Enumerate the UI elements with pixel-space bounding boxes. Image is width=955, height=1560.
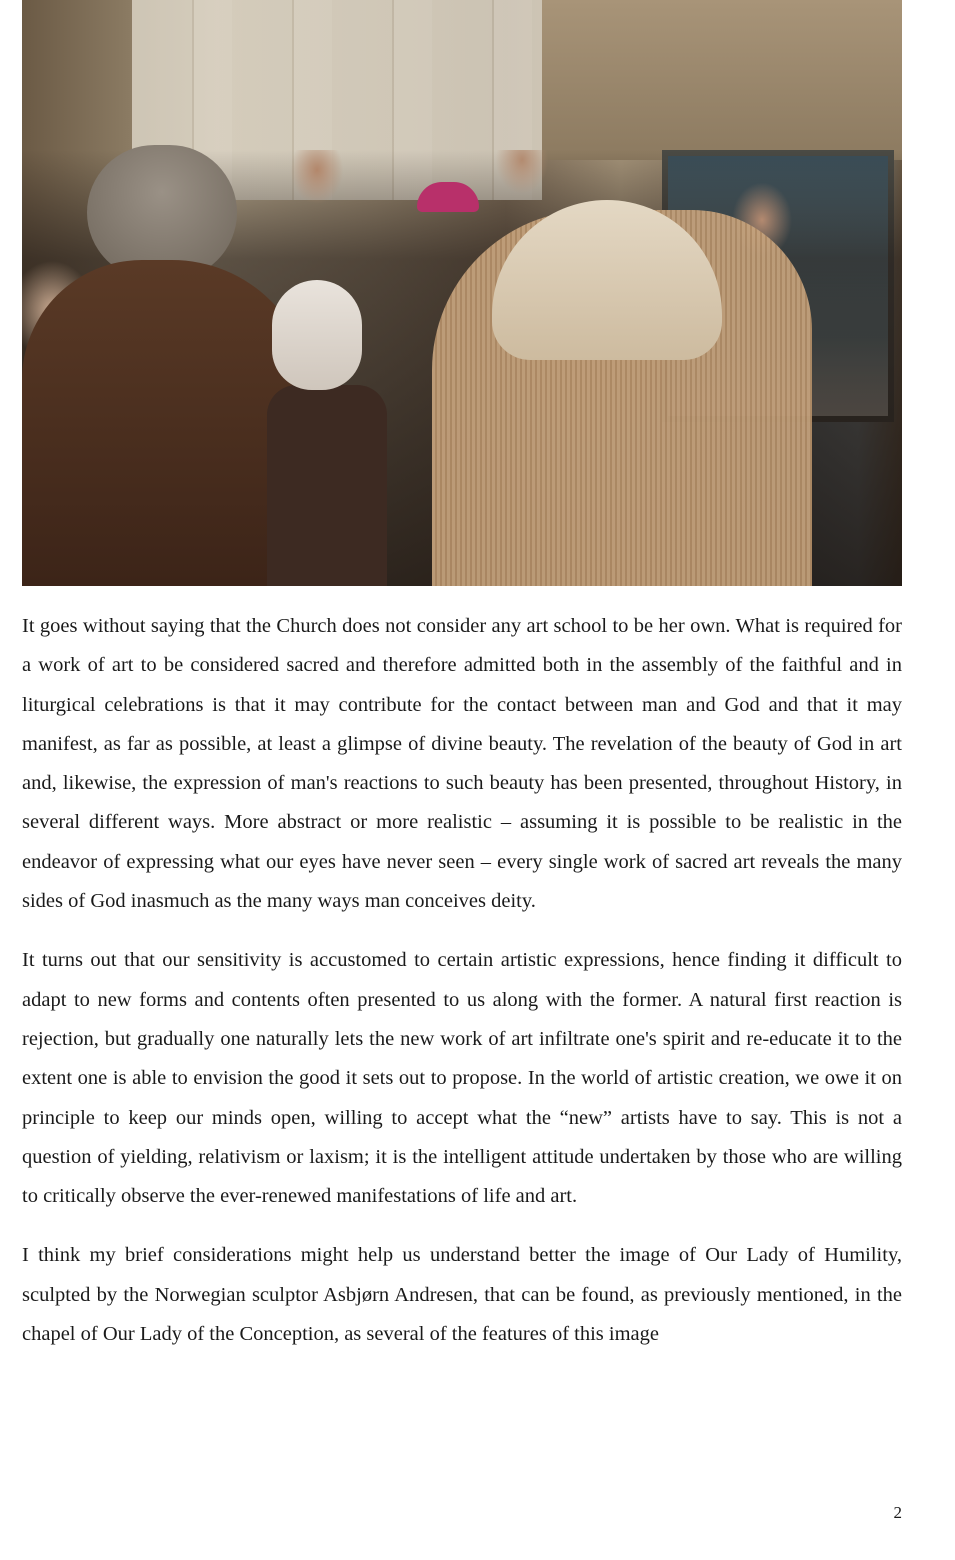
paragraph-1: It goes without saying that the Church does not consider any art school to be her own. What is required for a work of art to be considered sacred and therefore admitted both in the assembly of the faithful and in liturgical celebrations is that it may contribute for the contact between man and God and that it may manifest, as far as possible, at least a glimpse of divine beauty. The revelation of the beauty of God in art and, likewise, the expression of man's reactions to such beauty has been presented, throughout History, in several different ways. More abstract or more realistic – assuming it is possible to be realistic in the endeavor of expressing what our eyes have never seen – every single work of sacred art reveals the many sides of God inasmuch as the many ways man conceives deity.	[22, 615, 902, 913]
body-text	[22, 607, 902, 1374]
paragraph-2: It turns out that our sensitivity is accustomed to certain artistic expressions, hence finding it difficult to adapt to new forms and contents often presented to us along with the former. A natural first reaction is rejection, but gradually one naturally lets the new work of art infiltrate one's spirit and re-educate it to the extent one is able to envision the good it sets out to propose. In the world of artistic creation, we owe it on principle to keep our minds open, willing to accept what the “new” artists have to say. This is not a question of yielding, relativism or laxism; it is the intelligent attitude undertaken by those who are willing to critically observe the ever-renewed manifestations of life and art.	[22, 949, 902, 1208]
paragraph-3: I think my brief considerations might help us understand better the image of Our Lady of Humility, sculpted by the Norwegian sculptor Asbjørn Andresen, that can be found, as previously mentioned, in the chapel of Our Lady of the Conception, as several of the features of this image	[22, 1244, 902, 1346]
stone-wall	[542, 0, 902, 160]
statue-head	[272, 280, 362, 390]
ceremony-photo	[22, 0, 902, 586]
statue-body	[267, 385, 387, 586]
page-number: 2	[893, 1503, 902, 1522]
